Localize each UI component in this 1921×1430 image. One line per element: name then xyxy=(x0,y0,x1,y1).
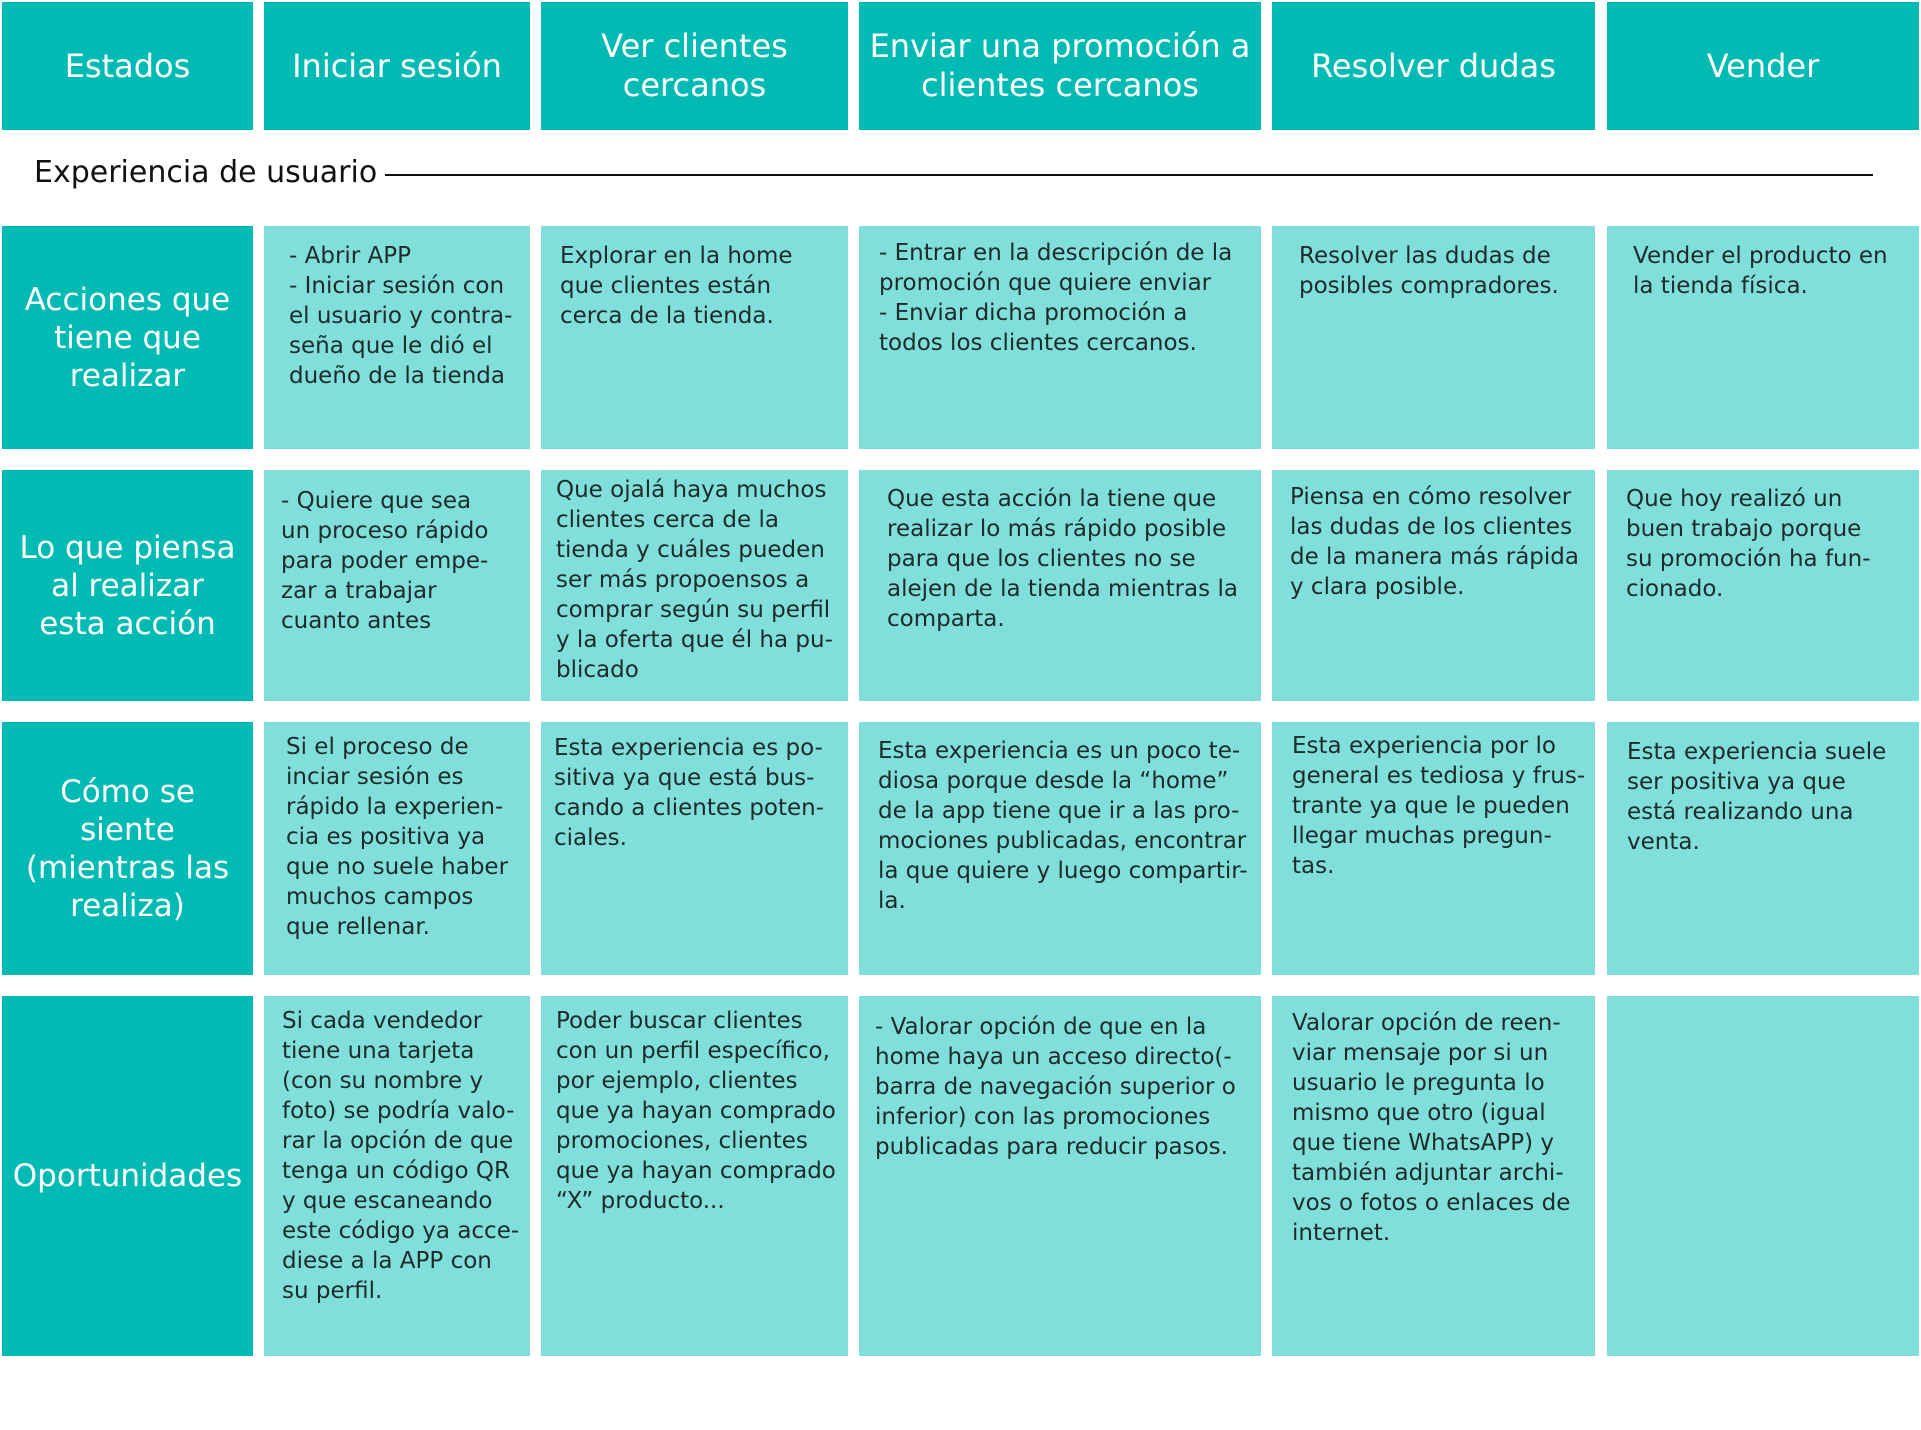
cell-siente-resolver: Esta experiencia por lo general es tediosa y frus- trante ya que le pueden llegar muchas pregun- tas. xyxy=(1272,722,1595,975)
header-label: Iniciar sesión xyxy=(292,46,502,85)
cell-siente-enviar: Esta experiencia es un poco te- diosa porque desde la “home” de la app tiene que ir a las pro- mociones publicadas, encontrar la que quiere y luego compartir- la. xyxy=(859,722,1261,975)
cell-acciones-ver: Explorar en la home que clientes están cerca de la tienda. xyxy=(541,226,848,449)
cell-acciones-vender: Vender el producto en la tienda física. xyxy=(1607,226,1919,449)
row-label-piensa xyxy=(2,470,253,701)
header-enviar-promocion xyxy=(859,2,1261,130)
cell-piensa-vender: Que hoy realizó un buen trabajo porque su promoción ha fun- cionado. xyxy=(1607,470,1919,701)
row-label-siente xyxy=(2,722,253,975)
section-title: Experiencia de usuario xyxy=(34,155,378,190)
row-label-text: Oportunidades xyxy=(12,1158,243,1194)
section-divider xyxy=(385,174,1873,176)
header-label: Estados xyxy=(64,46,191,85)
cell-acciones-enviar: - Entrar en la descripción de la promoción que quiere enviar - Enviar dicha promoción a todos los clientes cercanos. xyxy=(859,226,1261,449)
header-label: Resolver dudas xyxy=(1311,46,1556,85)
header-label: Vender xyxy=(1706,46,1820,85)
cell-acciones-resolver: Resolver las dudas de posibles compradores. xyxy=(1272,226,1595,449)
row-label-text: Cómo se siente (mientras las realiza) xyxy=(25,773,230,924)
row-label-text: Acciones que tiene que realizar xyxy=(24,281,231,394)
cell-oportunidades-iniciar: Si cada vendedor tiene una tarjeta (con su nombre y foto) se podría valo- rar la opción de que tenga un código QR y que escaneando este código ya acce- diese a la APP con su perfil. xyxy=(264,996,530,1356)
header-label: Ver clientes cercanos xyxy=(601,27,788,104)
cell-piensa-resolver: Piensa en cómo resolver las dudas de los clientes de la manera más rápida y clara posible. xyxy=(1272,470,1595,701)
header-ver-clientes xyxy=(541,2,848,130)
row-label-text: Lo que piensa al realizar esta acción xyxy=(19,529,236,642)
cell-piensa-iniciar: - Quiere que sea un proceso rápido para poder empe- zar a trabajar cuanto antes xyxy=(264,470,530,701)
header-estados xyxy=(2,2,253,130)
cell-acciones-iniciar: - Abrir APP - Iniciar sesión con el usuario y contra- seña que le dió el dueño de la tienda xyxy=(264,226,530,449)
cell-oportunidades-resolver: Valorar opción de reen- viar mensaje por si un usuario le pregunta lo mismo que otro (igual que tiene WhatsAPP) y también adjuntar archi- vos o fotos o enlaces de internet. xyxy=(1272,996,1595,1356)
cell-oportunidades-vender xyxy=(1607,996,1919,1356)
header-label: Enviar una promoción a clientes cercanos xyxy=(869,27,1251,104)
cell-oportunidades-enviar: - Valorar opción de que en la home haya un acceso directo(- barra de navegación superior o inferior) con las promociones publicadas para reducir pasos. xyxy=(859,996,1261,1356)
cell-piensa-ver: Que ojalá haya muchos clientes cerca de la tienda y cuáles pueden ser más propoensos a comprar según su perfil y la oferta que él ha pu- blicado xyxy=(541,470,848,701)
header-vender xyxy=(1607,2,1919,130)
cell-oportunidades-ver: Poder buscar clientes con un perfil específico, por ejemplo, clientes que ya hayan comprado promociones, clientes que ya hayan comprado “X” producto... xyxy=(541,996,848,1356)
row-label-acciones xyxy=(2,226,253,449)
cell-siente-ver: Esta experiencia es po- sitiva ya que está bus- cando a clientes poten- ciales. xyxy=(541,722,848,975)
cell-siente-iniciar: Si el proceso de inciar sesión es rápido la experien- cia es positiva ya que no suele haber muchos campos que rellenar. xyxy=(264,722,530,975)
cell-piensa-enviar: Que esta acción la tiene que realizar lo más rápido posible para que los clientes no se alejen de la tienda mientras la comparta. xyxy=(859,470,1261,701)
row-label-oportunidades xyxy=(2,996,253,1356)
header-resolver-dudas xyxy=(1272,2,1595,130)
cell-siente-vender: Esta experiencia suele ser positiva ya que está realizando una venta. xyxy=(1607,722,1919,975)
header-iniciar-sesion xyxy=(264,2,530,130)
